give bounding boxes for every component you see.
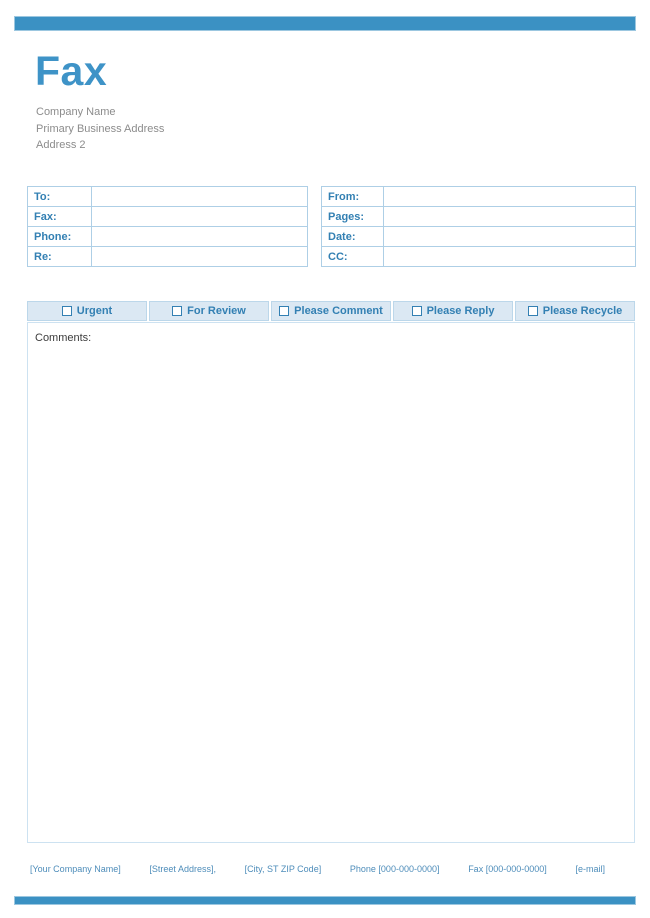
date-label: Date: — [322, 227, 384, 247]
footer-fax: Fax [000-000-0000] — [468, 864, 547, 874]
cc-field[interactable] — [384, 247, 636, 267]
comments-label: Comments: — [35, 332, 92, 344]
checkbox-icon[interactable] — [528, 306, 538, 316]
option-for-review[interactable] — [149, 301, 269, 321]
option-please-recycle[interactable] — [515, 301, 635, 321]
phone-field[interactable] — [92, 227, 308, 247]
footer-phone: Phone [000-000-0000] — [349, 864, 440, 874]
bottom-accent-bar — [14, 896, 636, 905]
to-field[interactable] — [92, 187, 308, 207]
pages-field[interactable] — [384, 207, 636, 227]
option-please-recycle-label: Please Recycle — [542, 305, 623, 317]
fax-field[interactable] — [92, 207, 308, 227]
company-address-block — [36, 104, 164, 154]
re-label: Re: — [28, 247, 92, 267]
option-please-comment-label: Please Comment — [294, 305, 383, 317]
option-please-reply-label: Please Reply — [426, 305, 495, 317]
fax-label: Fax: — [28, 207, 92, 227]
options-row — [27, 301, 635, 321]
comments-area[interactable] — [27, 322, 635, 843]
option-urgent-label: Urgent — [76, 305, 113, 317]
option-urgent[interactable] — [27, 301, 147, 321]
cc-label: CC: — [322, 247, 384, 267]
footer-street-address: [Street Address], — [149, 864, 216, 874]
option-for-review-label: For Review — [187, 305, 246, 317]
top-accent-bar — [14, 16, 636, 31]
date-field[interactable] — [384, 227, 636, 247]
footer-city-state-zip: [City, ST ZIP Code] — [244, 864, 322, 874]
pages-label: Pages: — [322, 207, 384, 227]
footer-contact-line — [30, 864, 605, 874]
footer-company-name: [Your Company Name] — [30, 864, 121, 874]
sender-info-table — [321, 186, 636, 267]
company-name-line: Company Name — [36, 106, 116, 118]
phone-label: Phone: — [28, 227, 92, 247]
checkbox-icon[interactable] — [62, 306, 72, 316]
option-please-reply[interactable] — [393, 301, 513, 321]
checkbox-icon[interactable] — [412, 306, 422, 316]
from-field[interactable] — [384, 187, 636, 207]
recipient-info-table — [27, 186, 308, 267]
from-label: From: — [322, 187, 384, 207]
company-address-line-2: Address 2 — [36, 139, 86, 151]
company-address-line-1: Primary Business Address — [36, 122, 165, 135]
checkbox-icon[interactable] — [172, 306, 182, 316]
footer-email: [e-mail] — [575, 864, 605, 874]
to-label: To: — [28, 187, 92, 207]
re-field[interactable] — [92, 247, 308, 267]
page-title: Fax — [35, 48, 108, 94]
option-please-comment[interactable] — [271, 301, 391, 321]
checkbox-icon[interactable] — [279, 306, 289, 316]
